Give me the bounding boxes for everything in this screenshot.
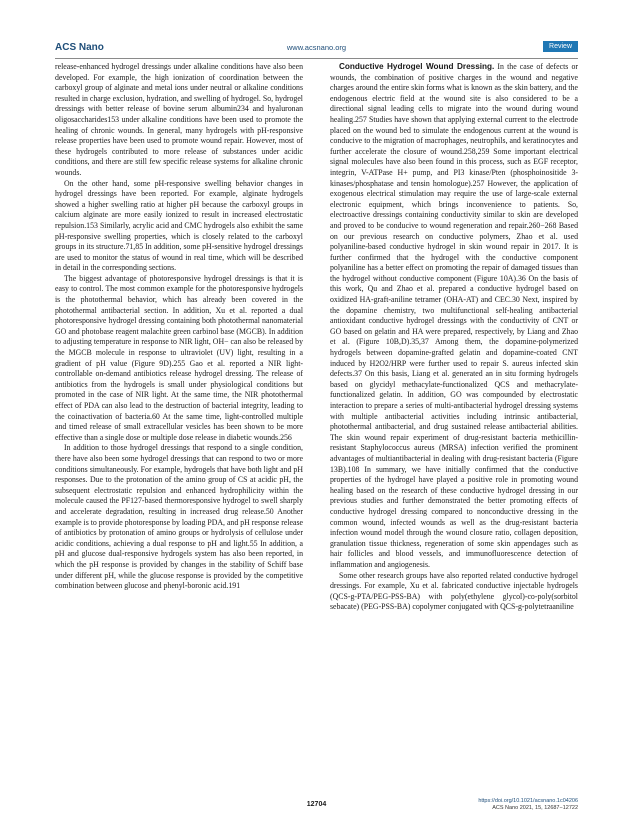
- page-number: 12704: [306, 801, 327, 808]
- header-rule: [55, 58, 578, 59]
- journal-name: ACS Nano: [55, 42, 104, 53]
- doi-link[interactable]: https://doi.org/10.1021/acsnano.1c04206: [478, 798, 578, 804]
- left-paragraph-2: On the other hand, some pH-responsive swelling behavior changes in hydrogel dressings have been reported. For example, alginate hydrogels showed a higher swelling ratio at higher pH because the carboxyl groups in calcium alginate are more easily ionized to result in increased electrostatic repulsion.153 Similarly, acrylic acid and CMC hydrogels also exhibit the same pH-responsive swelling properties, which is closely related to the carboxyl groups in its structure.71,85 In addition, some pH-sensitive hydrogel dressings are used to monitor the status of wound in real time, which will be described in detail in the corresponding sections.: [55, 178, 303, 273]
- right-paragraph-1-text: In the case of defects or wounds, the combination of positive charges in the wound and negative charges around the entire skin forms what is known as the skin battery, and the endogenous electric field at the wound site is also considered to be a directional signal leading cells to migrate into the wound during wound healing.257 Studies have shown that applying external current to the electrode placed on the wound bed to simulate the endogenous current at the wound is conducive to the migration of macrophages, neutrophils, and keratinocytes and further accelerate the closure of wound.258,259 Some important electrical signal molecules have also been found in this process, such as EGF receptor, integrin, V-ATPase H+ pump, and PI3 kinase/Pten (phosphoinositide 3-kinases/phosphatase and tensin homologue).257 However, the application of exogenous electrical stimulation may require the use of large-scale external electronic equipment, which brings inconvenience to patients. So, electroactive dressings containing conductivity similar to skin are developed and proved to be conducive to wound regeneration and repair.260−268 Based on our previous research on conductive polymers, Zhao et al. used polyaniline-based conductive hydrogel in skin wound repair in 2017. It is further confirmed that the hydrogel with the conductive component polyaniline has a better effect on promoting the repair of damaged tissues than the hydrogel without conductive component (Figure 10A).36 On the basis of this work, Qu and Zhao et al. prepared a conductive hydrogel based on oxidized HA-graft-aniline tetramer (OHA-AT) and CEC.30 Next, inspired by the dopamine chemistry, two multifunctional self-healing antibacterial antioxidant conductive hydrogel dressings with the conductivity of CNT or GO based on gelatin and HA were prepared, respectively, by Liang and Zhao et al. (Figure 10B,D).35,37 Among them, the dopamine-polymerized hydrogels between dopamine-grafted gelatin and dopamine-coated CNT induced by H2O2/HRP were further used to repair S. aureus infected skin defects.37 On this basis, Liang et al. generated an in situ forming hydrogels based on glycidyl methacylate-functionalized QCS and methacrylate-functionalized gelatin. In addition, GO was compounded by electrostatic interaction to prepare a series of multi-antibacterial hydrogel dressing systems with multiple antibacterial activities including intrinsic antibacterial, photothermal antibacterial, and drug sustained release antibacterial abilities. The skin wound repair experiment of drug-resistant bacteria methicillin-resistant Staphylococcus aureus (MRSA) infection verified the prominent advantages of multiantibacterial in dealing with drug-resistant bacteria (Figure 13B).108 In summary, we have initially confirmed that the conductive properties of the hydrogel have played a positive role in promoting wound healing based on the research of these conductive hydrogel dressing in our previous studies and further demonstrated the better promoting effects of conductive hydrogel dressing compared to nonconductive dressing in the common wound, infected wounds as well as the drug-resistant bacteria infection wound model through the wound closure ratio, collagen deposition, granulation tissue thickness, regeneration of some skin appendages such as hair follicles and blood vessels, and immunofluorescence detection of inflammation and angiogenesis.: [330, 62, 578, 569]
- footer-reference: [478, 798, 578, 812]
- section-heading: Conductive Hydrogel Wound Dressing.: [339, 62, 495, 71]
- left-paragraph-3: The biggest advantage of photoresponsive hydrogel dressings is that it is easy to control. The most common example for the photoresponsive hydrogels is the photothermal behavior, which has already been covered in the photothermal antibacterial section. In addition, Xu et al. reported a dual photoresponsive hydrogel dressing containing both photothermal nanomaterial GO and photobase reagent malachite green carbinol base (MGCB). In addition to adjusting temperature in response to NIR light, OH− can also be released by the MGCB molecule in response to ultraviolet (UV) light, resulting in a gradient of pH value (Figure 9D).255 Gao et al. reported a NIR light-controllable on-demand antibiotics release hydrogel dressing. The release of antibiotics from the hydrogels is small under physiological conditions but promoted in the case of NIR light. At the same time, the NIR photothermal effect of PDA can also lead to the destruction of bacterial integrity, leading to the coinactivation of bacteria.60 At the same time, light-controlled multiple and timed release of small extracellular vesicles has been shown to be more effective than a single dose or multiple dose release in diabetic wounds.256: [55, 273, 303, 442]
- right-column: [330, 62, 578, 613]
- left-column: [55, 62, 303, 592]
- journal-website[interactable]: www.acsnano.org: [286, 43, 347, 52]
- article-type-badge: Review: [543, 41, 578, 52]
- right-paragraph-1: [330, 62, 578, 571]
- page-header: [55, 42, 578, 56]
- left-paragraph-1: release-enhanced hydrogel dressings under alkaline conditions have also been developed. For example, the high ionization of coordination between the carboxyl group of alginate and metal ions under neutral or alkaline conditions resulted in charge exclusion, hydration, and swelling of hydrogel. So, hydrogel dressings with better release of bovine serum albumin234 and hyaluronan oligosaccharides153 under alkaline conditions have been used to promote the healing of chronic wounds. In general, many hydrogels with pH-responsive release properties have been used to promote wound repair. However, most of these hydrogels contributed to more release of substances under acidic conditions, and there are still few specific release systems for alkaline chronic wounds.: [55, 62, 303, 177]
- right-paragraph-2: Some other research groups have also reported related conductive hydrogel dressings. For example, Xu et al. fabricated conductive injectable hydrogels (QCS-g-PTA/PEG-PSS-BA) with poly(ethylene glycol)-co-poly(sorbitol sebacate) (PEG-PSS-BA) copolymer conjugated with QCS-g-polytetraaniline: [330, 570, 578, 612]
- left-paragraph-4: In addition to those hydrogel dressings that respond to a single condition, there have also been some hydrogel dressings that can respond to two or more conditions simultaneously. For example, hydrogels that have both light and pH responses. Due to the protonation of the amino group of CS at acidic pH, the subsequent electrostatic repulsion and enhanced hydrophilicity within the molecule caused the PF127-based thermoresponsive hydrogel to swell sharply and accelerate degradation, resulting in increased drug release.50 Another example is to provide photoresponse by loading PDA, and pH response release of antibiotics by protonation of amino groups or hydrolysis of cellulose under acidic conditions, achieving a dual response to pH and light.55 In addition, a pH and glucose dual-responsive hydrogels system has also been reported, in which the pH response is provided by changes in the stability of Schiff base under different pH, while the glucose response is provided by the competitive combination between glucose and phenyl-boronic acid.191: [55, 443, 303, 591]
- citation-text: ACS Nano 2021, 15, 12687−12722: [492, 805, 578, 811]
